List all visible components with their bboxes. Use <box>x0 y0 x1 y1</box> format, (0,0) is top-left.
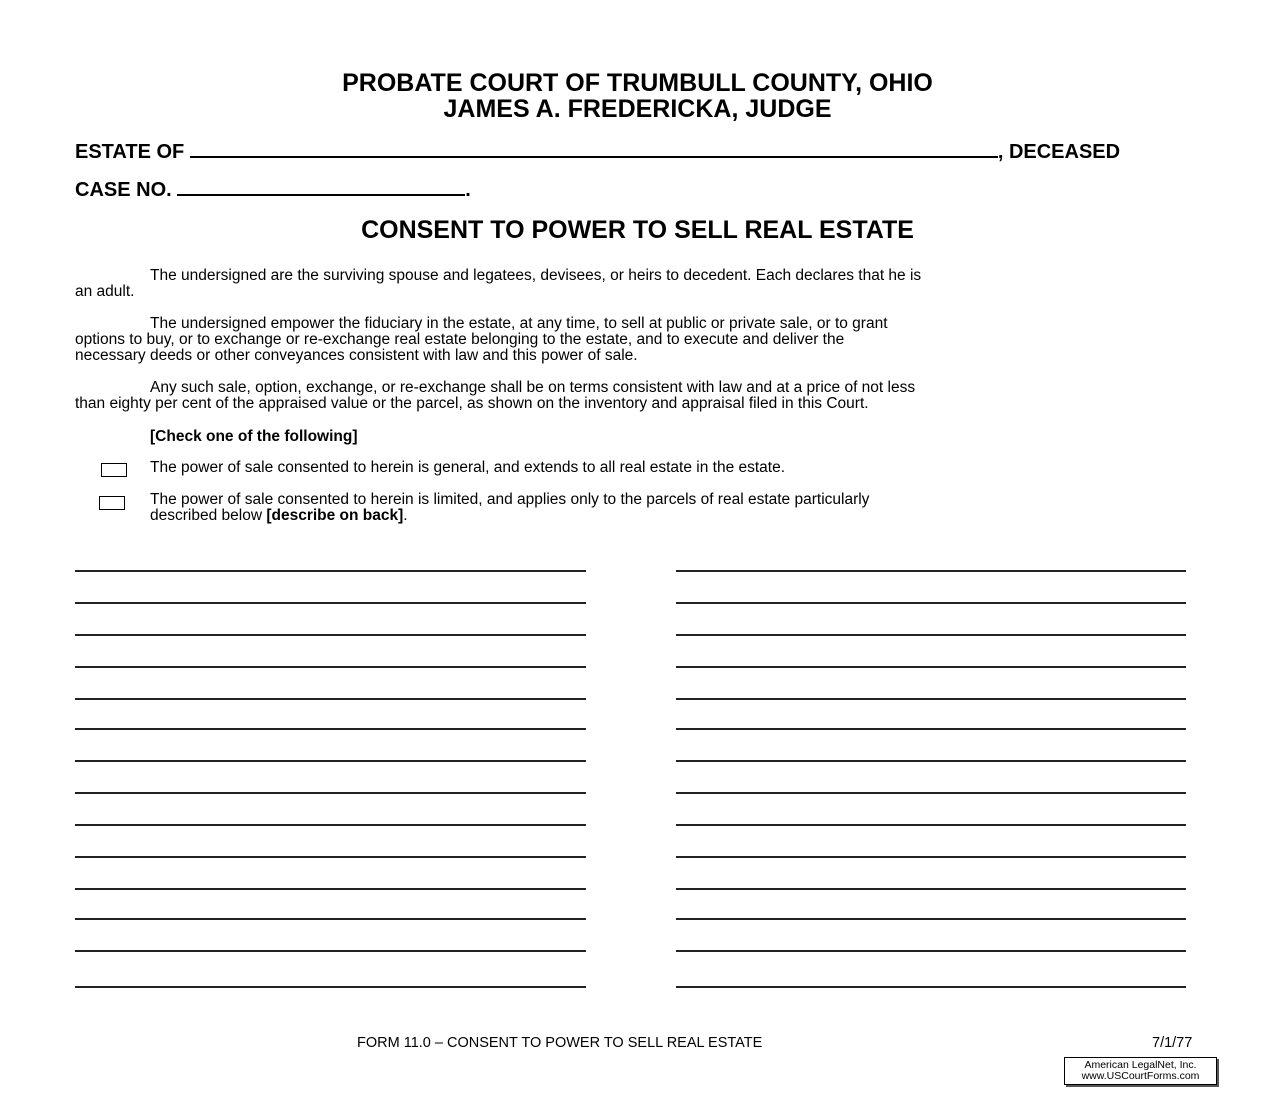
signature-line[interactable] <box>676 856 1186 858</box>
signature-line[interactable] <box>75 570 586 572</box>
signature-line[interactable] <box>676 570 1186 572</box>
signature-line[interactable] <box>75 602 586 604</box>
signature-line[interactable] <box>676 950 1186 952</box>
publisher-badge: American LegalNet, Inc. www.USCourtForms.com <box>1064 1057 1217 1085</box>
case-line <box>75 176 471 202</box>
paragraph-empowerment: The undersigned empower the fiduciary in the estate, at any time, to sell at public or private sale, or to grant options to buy, or to exchange or re-exchange real estate belonging to the estate, and to execute and deliver the necessary deeds or other conveyances consistent with law and this power of sale. <box>75 315 888 364</box>
limited-power-checkbox[interactable] <box>99 496 125 510</box>
form-title: CONSENT TO POWER TO SELL REAL ESTATE <box>361 216 914 244</box>
general-power-text: The power of sale consented to herein is general, and extends to all real estate in the estate. <box>150 459 786 476</box>
case-suffix: . <box>465 179 471 201</box>
signature-line[interactable] <box>75 950 586 952</box>
signature-line[interactable] <box>676 698 1186 700</box>
signature-line[interactable] <box>75 888 586 890</box>
signature-line[interactable] <box>75 728 586 730</box>
signature-line[interactable] <box>676 760 1186 762</box>
signature-line[interactable] <box>75 824 586 826</box>
signature-line[interactable] <box>75 986 586 988</box>
signature-line[interactable] <box>75 792 586 794</box>
judge-name: JAMES A. FREDERICKA, JUDGE <box>443 95 832 123</box>
check-instruction: [Check one of the following] <box>150 428 358 445</box>
case-label: CASE NO. <box>75 179 172 201</box>
form-footer-label: FORM 11.0 – CONSENT TO POWER TO SELL REAL ESTATE <box>357 1035 763 1051</box>
deceased-label: , DECEASED <box>997 141 1121 163</box>
estate-name-field[interactable] <box>190 138 998 158</box>
signature-line[interactable] <box>676 666 1186 668</box>
paragraph-declaration: The undersigned are the surviving spouse and legatees, devisees, or heirs to decedent. Each declares that he is an adult. <box>75 267 922 300</box>
paragraph-sale-terms: Any such sale, option, exchange, or re-exchange shall be on terms consistent with law and at a price of not less than eighty per cent of the appraised value or the parcel, as shown on the inventory and appraisal filed in this Court. <box>75 379 916 412</box>
signature-line[interactable] <box>676 986 1186 988</box>
signature-line[interactable] <box>676 918 1186 920</box>
estate-line <box>75 138 1195 164</box>
form-date: 7/1/77 <box>1152 1035 1193 1051</box>
signature-line[interactable] <box>676 792 1186 794</box>
estate-label: ESTATE OF <box>75 141 185 163</box>
signature-line[interactable] <box>676 824 1186 826</box>
case-number-field[interactable] <box>177 176 465 196</box>
describe-on-back-note: [describe on back] <box>266 507 404 524</box>
limited-power-text: The power of sale consented to herein is limited, and applies only to the parcels of real estate particularly described below [describe on back]. <box>150 491 870 524</box>
signature-line[interactable] <box>75 918 586 920</box>
signature-line[interactable] <box>75 856 586 858</box>
signature-line[interactable] <box>676 888 1186 890</box>
signature-line[interactable] <box>75 634 586 636</box>
signature-line[interactable] <box>75 698 586 700</box>
court-name: PROBATE COURT OF TRUMBULL COUNTY, OHIO <box>342 69 933 97</box>
signature-line[interactable] <box>676 634 1186 636</box>
signature-line[interactable] <box>676 728 1186 730</box>
signature-line[interactable] <box>75 760 586 762</box>
signature-line[interactable] <box>676 602 1186 604</box>
general-power-checkbox[interactable] <box>101 463 127 477</box>
signature-line[interactable] <box>75 666 586 668</box>
